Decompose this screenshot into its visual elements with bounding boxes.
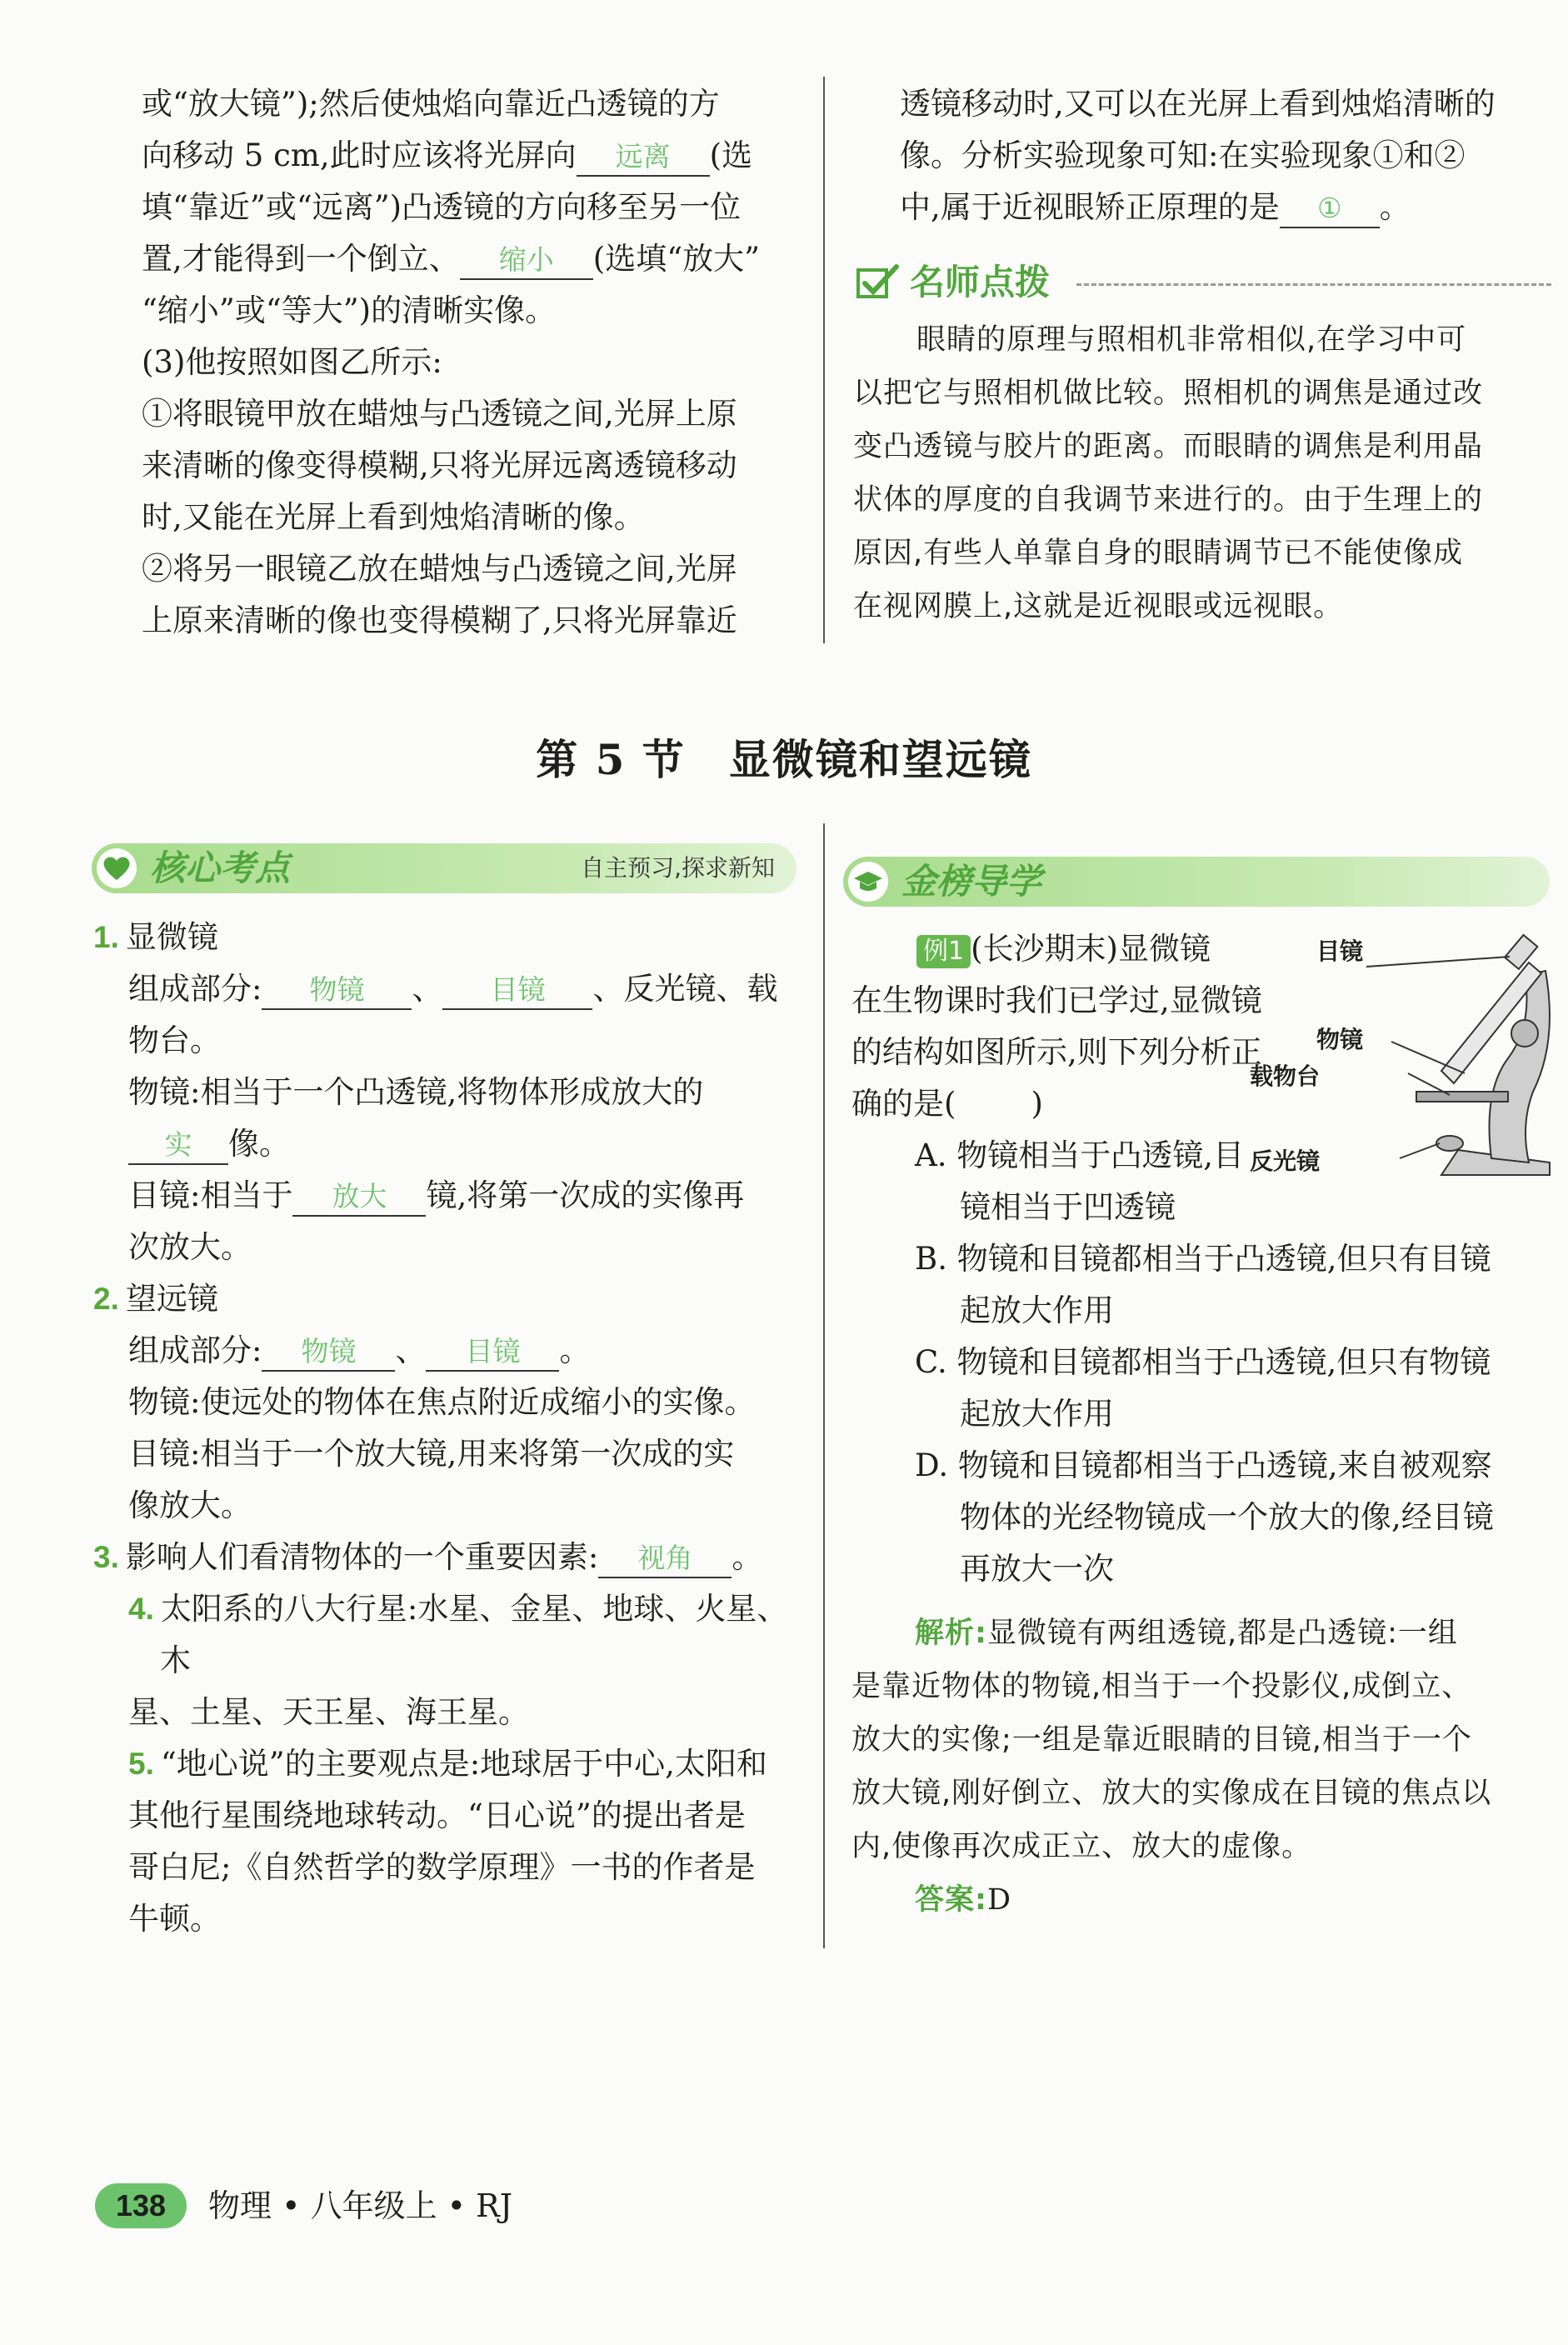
text-line: 放大镜,刚好倒立、放大的实像成在目镜的焦点以 — [851, 1777, 1492, 1810]
text-line: 放大的实像;一组是靠近眼睛的目镜,相当于一个 — [851, 1723, 1472, 1757]
text-line: 透镜移动时,又可以在光屏上看到烛焰清晰的 — [900, 86, 1496, 122]
text-line: 组成部分: 物镜 、 目镜 。 — [93, 1325, 810, 1377]
text-line: 置,才能得到一个倒立、 缩小 (选填“放大” — [142, 233, 808, 285]
text-line: 起放大作用 — [960, 1292, 1114, 1328]
tips-line: 在视网膜上,这就是近视眼或远视眼。 — [853, 590, 1344, 623]
list-item: 5. “地心说”的主要观点是:地球居于中心,太阳和 — [128, 1746, 767, 1782]
text-line: 在生物课时我们已学过,显微镜 — [851, 982, 1262, 1018]
tips-line: 原因,有些人单靠自身的眼睛调节已不能使像成 — [853, 537, 1464, 570]
text-line: 像放大。 — [128, 1488, 252, 1523]
text-line: 目镜:相当于 放大 镜,将第一次成的实像再 — [93, 1170, 810, 1222]
answer-blank: 放大 — [292, 1178, 426, 1217]
text-line: 的结构如图所示,则下列分析正 — [851, 1034, 1262, 1070]
core-title: 核心考点 — [150, 848, 291, 888]
label-objective: 物镜 — [1316, 1026, 1364, 1053]
text-line: 哥白尼;《自然哲学的数学原理》一书的作者是 — [128, 1849, 756, 1885]
tips-header — [851, 262, 1551, 303]
bottom-column-divider — [823, 823, 825, 1948]
list-item: 3. 影响人们看清物体的一个重要因素: 视角 。 — [93, 1532, 810, 1583]
answer-blank: 物镜 — [262, 1333, 395, 1372]
example-tag: 例1 — [916, 935, 971, 968]
label-mirror: 反光镜 — [1250, 1148, 1321, 1175]
core-subtitle: 自主预习,探求新知 — [581, 854, 775, 882]
text-line: 或“放大镜”);然后使烛焰向靠近凸透镜的方 — [142, 86, 720, 122]
text-line: 其他行星围绕地球转动。“日心说”的提出者是 — [128, 1798, 746, 1833]
option-a: A. 物镜相当于凸透镜,目 — [915, 1138, 1245, 1173]
check-note-icon — [855, 262, 901, 302]
text-line: 填“靠近”或“远离”)凸透镜的方向移至另一位 — [142, 189, 742, 225]
section-title: 第 5 节 显微镜和望远镜 — [536, 735, 1032, 784]
text-line: 物镜:相当于一个凸透镜,将物体形成放大的 — [128, 1074, 704, 1110]
answer-value: D — [987, 1883, 1012, 1917]
text-line: 牛顿。 — [128, 1901, 221, 1937]
analysis-label: 解析: — [915, 1617, 987, 1650]
text-line: 向移动 5 cm,此时应该将光屏向 远离 (选 — [142, 130, 808, 182]
text-line: 中,属于近视眼矫正原理的是 ① 。 — [900, 182, 1558, 233]
left-top-column — [142, 78, 808, 647]
text-line: 次放大。 — [128, 1229, 252, 1265]
page-number: 138 — [95, 2183, 187, 2228]
text-line: 组成部分: 物镜 、 目镜 、反光镜、载 — [93, 963, 810, 1015]
answer-line — [851, 1873, 1560, 1927]
text-line: 物镜:使远处的物体在焦点附近成缩小的实像。 — [128, 1384, 756, 1420]
answer-blank: ① — [1280, 190, 1380, 228]
tips-title: 名师点拨 — [910, 262, 1051, 302]
text-line: 像。分析实验现象可知:在实验现象①和② — [900, 138, 1466, 173]
guide-banner — [843, 857, 1550, 907]
option-d: D. 物镜和目镜都相当于凸透镜,来自被观察 — [915, 1448, 1492, 1483]
answer-blank: 目镜 — [426, 1333, 559, 1372]
label-stage: 载物台 — [1250, 1062, 1321, 1090]
text-line: 星、土星、天王星、海王星。 — [128, 1694, 529, 1730]
label-eyepiece: 目镜 — [1316, 938, 1364, 965]
text-line: 起放大作用 — [960, 1396, 1114, 1432]
text-line: 镜相当于凹透镜 — [960, 1189, 1176, 1225]
dashed-rule — [1076, 283, 1551, 286]
text-line: 确的是( ) — [851, 1086, 1043, 1122]
text-line: 例1 (长沙期末)显微镜 — [851, 923, 1560, 975]
guide-analysis — [851, 1607, 1560, 1927]
text-line: 实 像。 — [93, 1118, 810, 1170]
list-item: 1. 显微镜 — [93, 919, 218, 955]
text-line: 是靠近物体的物镜,相当于一个投影仪,成倒立、 — [851, 1670, 1472, 1703]
text-line: 再放大一次 — [960, 1551, 1114, 1587]
answer-blank: 缩小 — [460, 242, 593, 280]
tips-line: 状体的厚度的自我调节来进行的。由于生理上的 — [853, 483, 1484, 517]
answer-blank: 视角 — [598, 1540, 732, 1578]
list-item: 2. 望远镜 — [93, 1281, 218, 1317]
tips-line: 眼睛的原理与照相机非常相似,在学习中可 — [916, 323, 1467, 357]
guide-title: 金榜导学 — [901, 861, 1042, 902]
answer-blank: 远离 — [577, 138, 710, 177]
text-line: 上原来清晰的像也变得模糊了,只将光屏靠近 — [142, 602, 737, 638]
answer-blank: 物镜 — [262, 972, 412, 1010]
text-line: 目镜:相当于一个放大镜,用来将第一次成的实 — [128, 1436, 735, 1472]
text-line: 来清晰的像变得模糊,只将光屏远离透镜移动 — [142, 448, 737, 483]
tips-line: 变凸透镜与胶片的距离。而眼睛的调焦是利用晶 — [853, 430, 1484, 463]
tips-line: 以把它与照相机做比较。照相机的调焦是通过改 — [853, 377, 1484, 410]
text-line: 解析:显微镜有两组透镜,都是凸透镜:一组 — [915, 1617, 1458, 1650]
guide-question — [851, 923, 1560, 1595]
text-line: ①将眼镜甲放在蜡烛与凸透镜之间,光屏上原 — [142, 396, 737, 432]
core-banner — [92, 843, 796, 893]
text-line: 物体的光经物镜成一个放大的像,经目镜 — [960, 1499, 1494, 1535]
text-line: “缩小”或“等大”)的清晰实像。 — [142, 292, 557, 328]
list-item: 4. 太阳系的八大行星:水星、金星、地球、火星、木 — [128, 1591, 788, 1678]
graduation-cap-icon — [848, 862, 888, 902]
answer-label: 答案: — [915, 1883, 987, 1917]
core-list — [93, 912, 810, 1945]
top-column-divider — [823, 77, 825, 643]
option-c: C. 物镜和目镜都相当于凸透镜,但只有物镜 — [915, 1344, 1491, 1380]
footer-text: 物理 • 八年级上 • RJ — [208, 2188, 512, 2224]
heart-icon — [97, 848, 137, 888]
text-line: 内,使像再次成正立、放大的虚像。 — [851, 1830, 1312, 1863]
right-top-column — [900, 78, 1558, 233]
option-b: B. 物镜和目镜都相当于凸透镜,但只有目镜 — [915, 1241, 1491, 1277]
answer-blank: 目镜 — [442, 972, 592, 1010]
answer-blank: 实 — [128, 1127, 228, 1165]
tips-body — [853, 313, 1558, 633]
text-line: 时,又能在光屏上看到烛焰清晰的像。 — [142, 499, 645, 535]
text-line: 物台。 — [128, 1022, 221, 1058]
text-line: (3)他按照如图乙所示: — [142, 344, 442, 380]
text-line: ②将另一眼镜乙放在蜡烛与凸透镜之间,光屏 — [142, 551, 737, 587]
